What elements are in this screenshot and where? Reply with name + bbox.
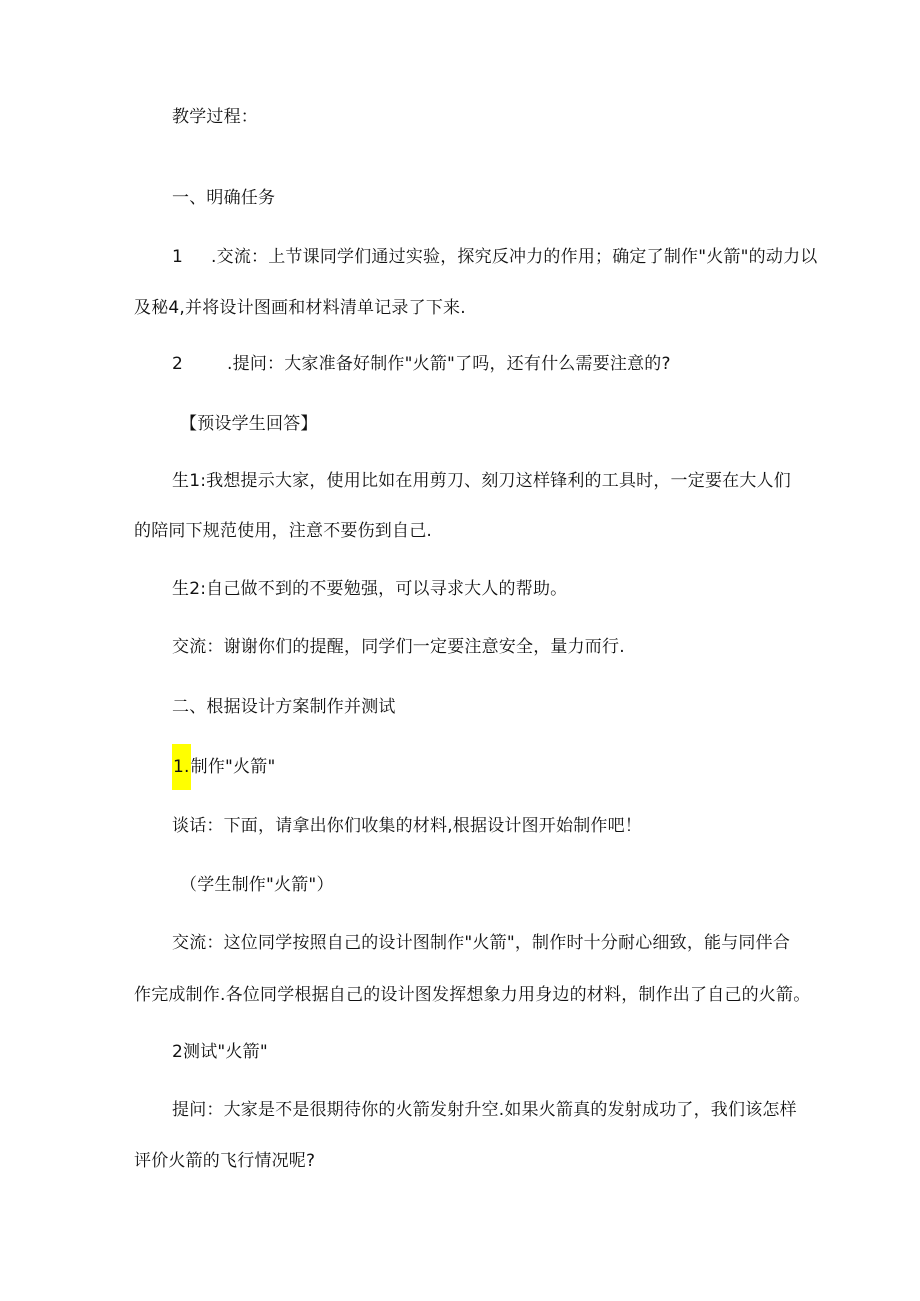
student2: 生2:自己做不到的不要勉强，可以寻求大人的帮助。	[172, 579, 568, 599]
student-action: （学生制作"火箭"）	[180, 875, 334, 895]
heading: 教学过程：	[172, 107, 258, 127]
exchange-line1: 交流：这位同学按照自己的设计图制作"火箭"，制作时十分耐心细致，能与同伴合	[172, 933, 791, 953]
preset-answer-label: 【预设学生回答】	[180, 414, 318, 434]
sub1-heading	[172, 756, 275, 778]
student1-line1: 生1:我想提示大家，使用比如在用剪刀、刻刀这样锋利的工具时，一定要在大人们	[172, 471, 791, 491]
question-line2: 评价火箭的飞行情况呢?	[134, 1151, 316, 1171]
talk: 谈话：下面，请拿出你们收集的材料,根据设计图开始制作吧！	[172, 816, 643, 836]
section2-title: 二、根据设计方案制作并测试	[172, 697, 396, 717]
item2-text: .提问：大家准备好制作"火箭"了吗，还有什么需要注意的?	[227, 354, 671, 374]
highlighted-number: 1.	[172, 744, 191, 790]
question-line1: 提问：大家是不是很期待你的火箭发射升空.如果火箭真的发射成功了，我们该怎样	[172, 1100, 797, 1120]
item1-line2: 及秘4,并将设计图画和材料清单记录了下来.	[134, 298, 466, 318]
student1-line2: 的陪同下规范使用，注意不要伤到自己.	[134, 521, 433, 541]
item2-number: 2	[172, 354, 184, 374]
exchange-thanks: 交流：谢谢你们的提醒，同学们一定要注意安全，量力而行.	[172, 637, 625, 657]
item1-text: .交流：上节课同学们通过实验，探究反冲力的作用；确定了制作"火箭"的动力以	[211, 247, 818, 267]
item2	[172, 353, 671, 375]
item1-number: 1	[172, 247, 184, 267]
section1-title: 一、明确任务	[172, 188, 276, 208]
sub2-heading: 2测试"火箭"	[172, 1042, 268, 1062]
exchange-line2: 作完成制作.各位同学根据自己的设计图发挥想象力用身边的材料，制作出了自己的火箭。	[134, 985, 811, 1005]
sub1-text: 制作"火箭"	[190, 757, 276, 777]
item1-line1	[172, 246, 817, 268]
